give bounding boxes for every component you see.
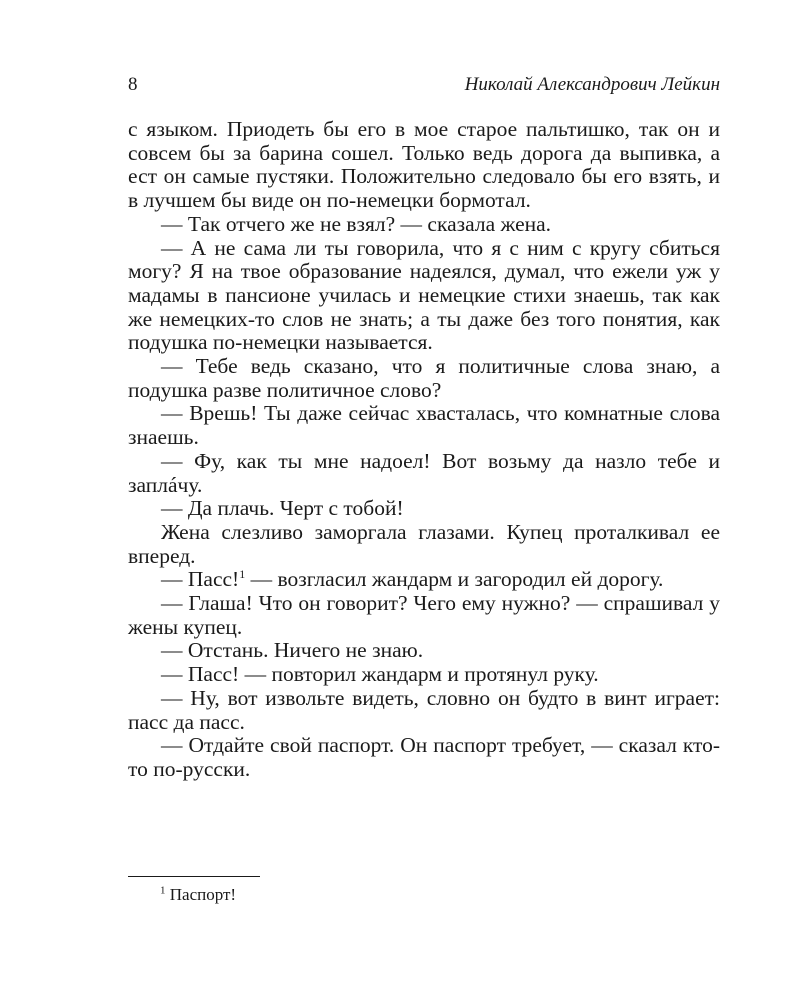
paragraph: — Так отчего же не взял? — сказала жена. <box>161 211 552 236</box>
paragraph: — Отдайте свой паспорт. Он паспорт требует, — сказал кто-то по-русски. <box>128 733 720 781</box>
paragraph: Жена слезливо заморгала глазами. Купец проталкивал ее вперед. <box>128 519 720 568</box>
paragraph: — А не сама ли ты говорила, что я с ним с кругу сбиться могу? Я на твое образование надеялся, думал, что ежели уж у мадамы в пансионе училась и немецкие стихи знаешь, так как же немецких-то слов не знать; а ты даже без того понятия, как подушка по-немецки называется. <box>128 235 720 355</box>
footnote-text: Паспорт! <box>165 885 237 904</box>
paragraph-with-footnote-ref <box>128 568 720 592</box>
paragraph: — Пасс! — повторил жандарм и протянул руку. <box>161 662 599 687</box>
paragraph: — Да плачь. Черт с тобой! <box>161 496 404 521</box>
book-title-header: Николай Александрович Лейкин <box>464 74 720 95</box>
paragraph: — Фу, как ты мне надоел! Вот возьму да назло тебе и заплáчу. <box>128 448 720 497</box>
main-text <box>128 118 720 782</box>
paragraph-text: — Пасс! <box>161 567 240 592</box>
page-number: 8 <box>128 74 138 95</box>
paragraph: — Ну, вот извольте видеть, словно он будто в винт играет: пасс да пасс. <box>128 685 720 734</box>
footnote-divider <box>128 876 260 877</box>
footnote <box>160 884 236 906</box>
paragraph: с языком. Приодеть бы его в мое старое пальтишко, так он и совсем бы за барина сошел. Только ведь дорога да выпивка, а ест он самые пустяки. Положительно следовало бы его взять, и в лучшем бы виде он по-немецки бормотал. <box>128 117 720 213</box>
running-head <box>128 74 720 100</box>
paragraph: — Глаша! Что он говорит? Чего ему нужно? — спрашивал у жены купец. <box>128 591 720 639</box>
footnote-mark: 1 <box>160 884 166 897</box>
paragraph: — Отстань. Ничего не знаю. <box>161 638 424 663</box>
paragraph: — Тебе ведь сказано, что я политичные слова знаю, а подушка разве политичное слово? <box>128 354 720 402</box>
paragraph: — Врешь! Ты даже сейчас хвасталась, что комнатные слова знаешь. <box>128 401 720 450</box>
footnote-reference: 1 <box>239 567 246 582</box>
paragraph-text: — возгласил жандарм и загородил ей дорогу. <box>245 567 664 592</box>
